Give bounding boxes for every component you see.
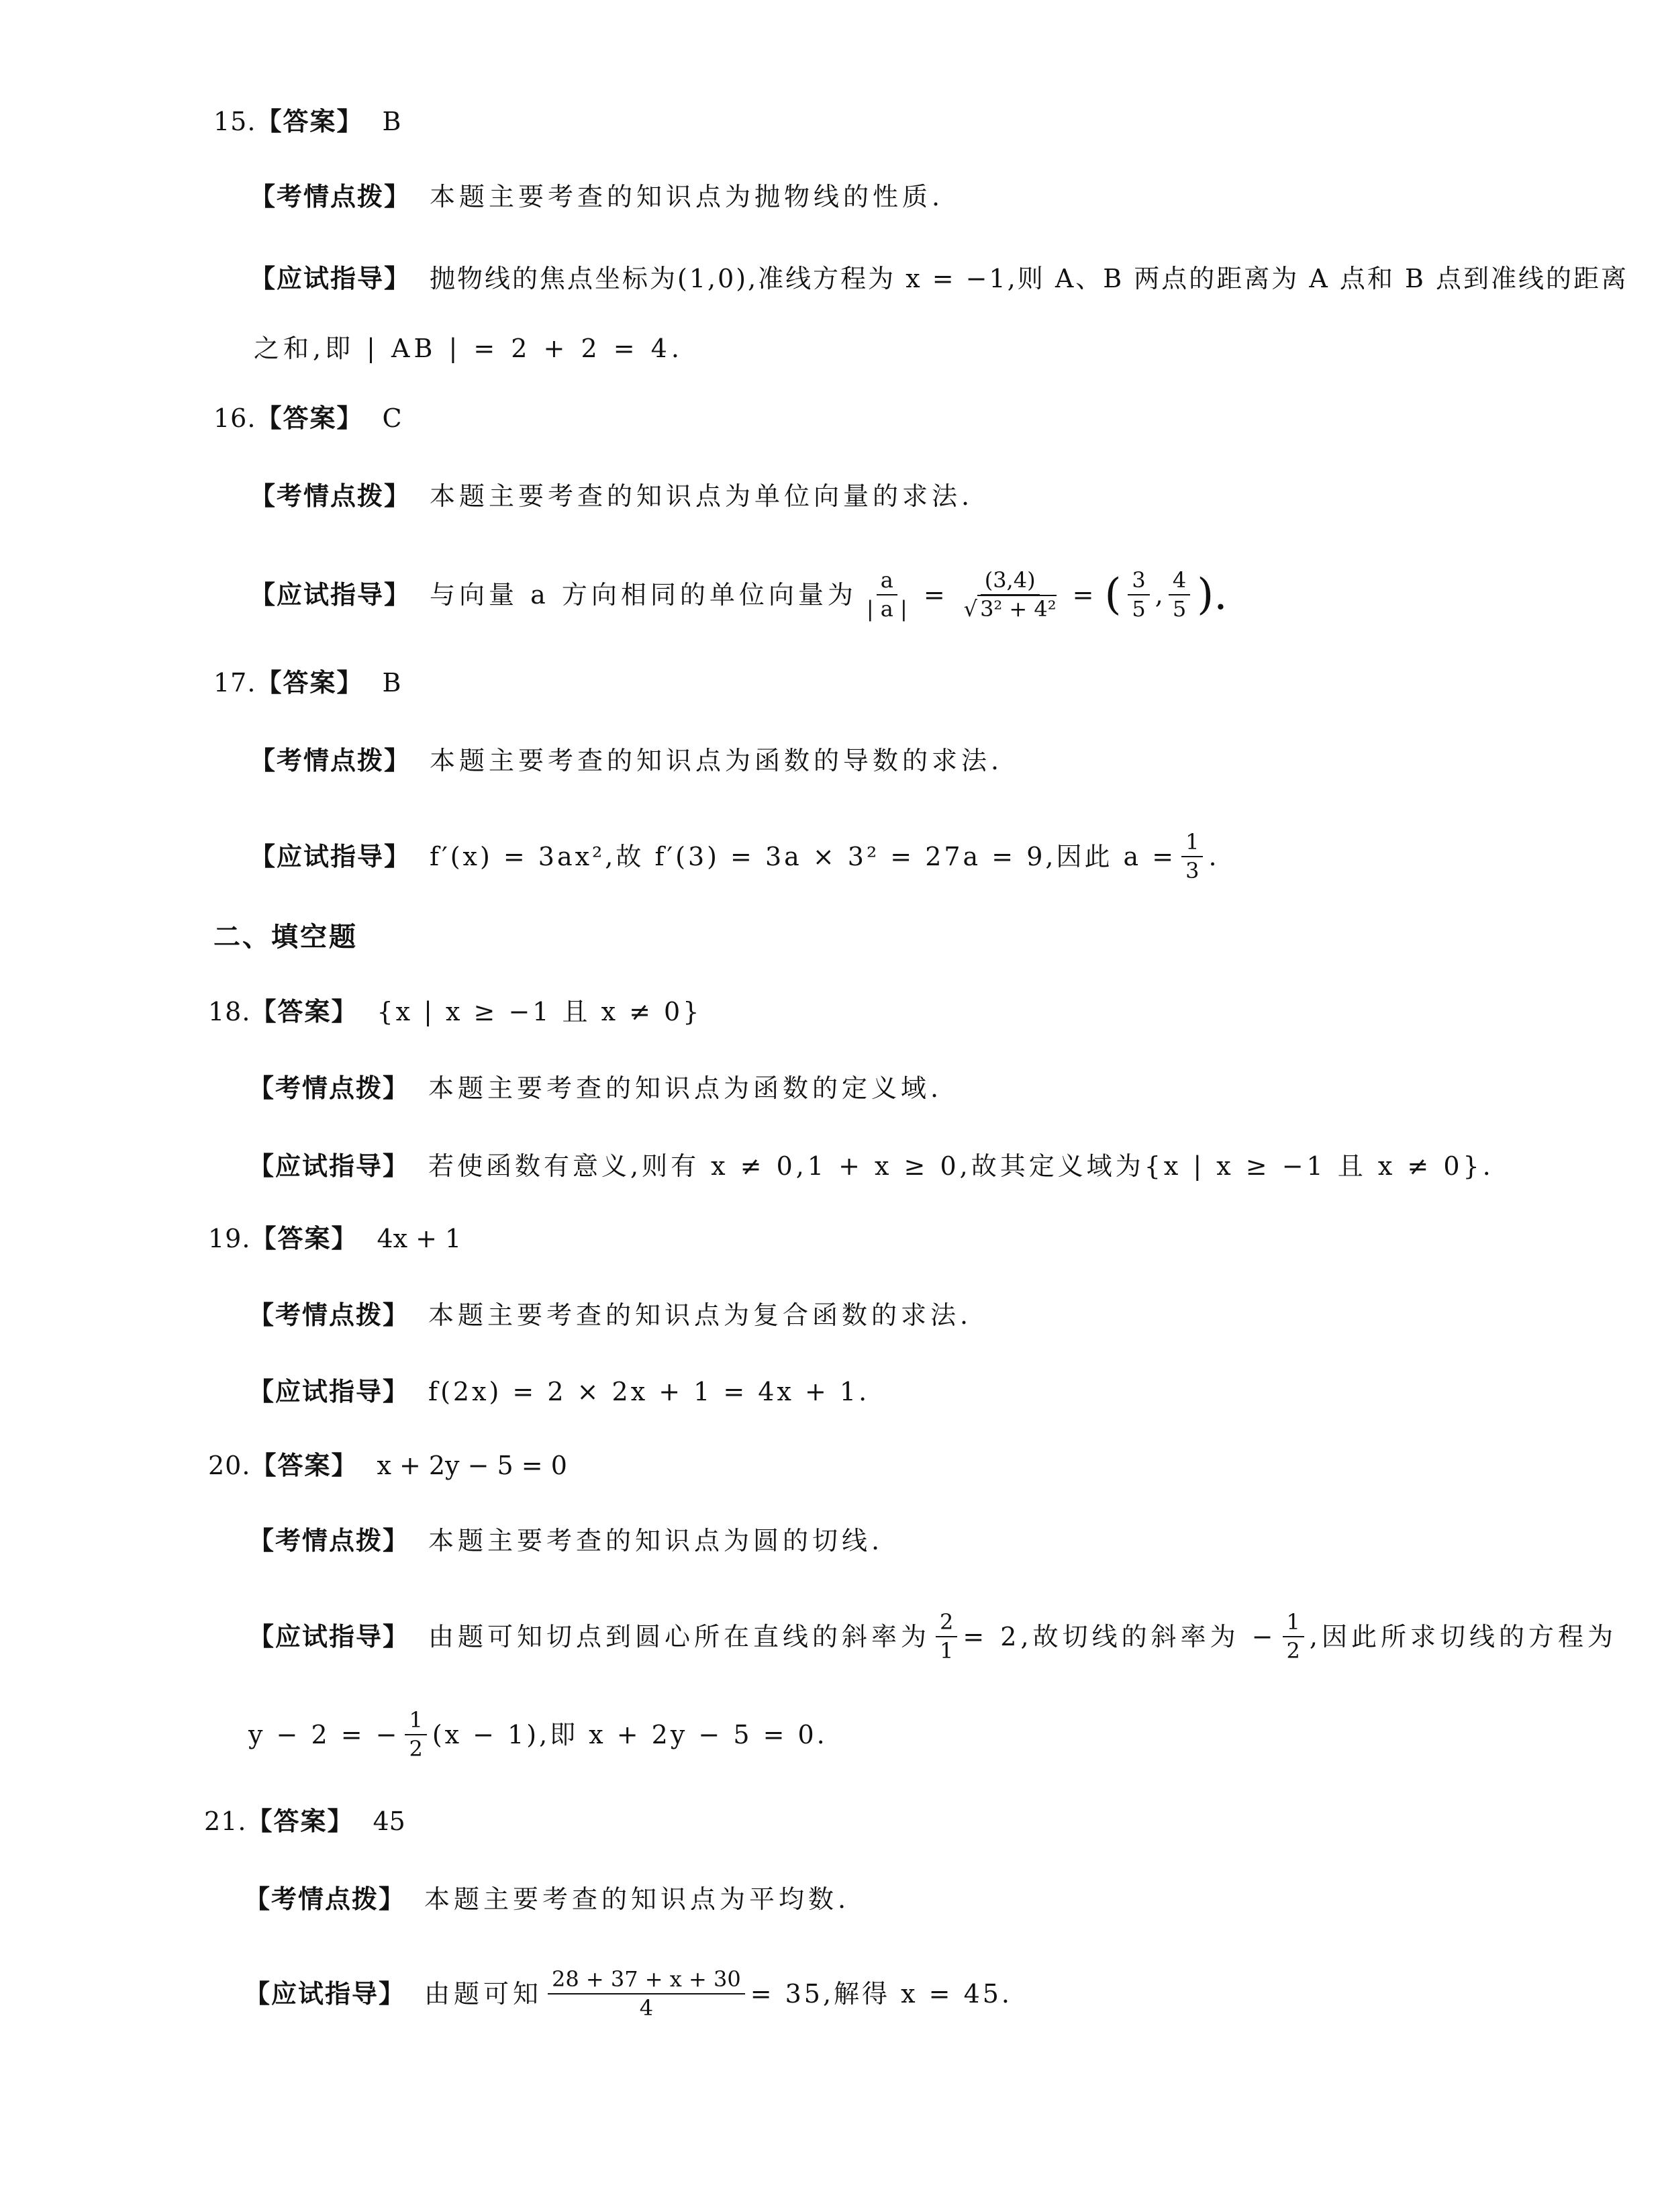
answer-value: C (382, 403, 402, 433)
fraction-numerator: 4 (1169, 568, 1190, 595)
equals-sign: = (923, 579, 948, 610)
section-title: 二、填空题 (213, 921, 358, 953)
question-20-guide-line2 (248, 1708, 828, 1762)
question-18-answer (208, 996, 702, 1026)
point-label: 【考情点拨】 (250, 181, 411, 211)
guide-text: 由题可知 (424, 1978, 543, 2009)
question-number: 17. (213, 668, 256, 698)
question-21-point (244, 1886, 850, 1912)
guide-text: 若使函数有意义,则有 x ≠ 0,1 + x ≥ 0,故其定义域为{x | x ≥ −1 且 x ≠ 0}. (428, 1151, 1494, 1181)
point-label: 【考情点拨】 (250, 481, 411, 511)
guide-text: 抛物线的焦点坐标为(1,0),准线方程为 x = −1,则 A、B 两点的距离为 A 点和 B 点到准线的距离 (430, 264, 1628, 293)
answer-value: B (382, 668, 401, 698)
question-number: 20. (208, 1451, 251, 1480)
point-text: 本题主要考查的知识点为圆的切线. (428, 1526, 884, 1555)
question-15-point (250, 181, 944, 211)
question-number: 16. (213, 403, 256, 433)
fraction-denominator: 4 (639, 1994, 654, 2021)
question-16-point (250, 483, 973, 509)
answer-label: 【答案】 (250, 1223, 358, 1253)
fraction-numerator: 1 (1283, 1610, 1304, 1637)
fraction-denominator: 2 (409, 1735, 423, 1762)
point-label: 【考情点拨】 (248, 1073, 410, 1103)
guide-label: 【应试指导】 (250, 263, 411, 293)
point-text: 本题主要考查的知识点为平均数. (424, 1884, 850, 1914)
point-label: 【考情点拨】 (244, 1884, 406, 1914)
question-20-point (248, 1525, 884, 1555)
answer-value: B (382, 107, 401, 136)
fraction-three-fifths (1128, 568, 1149, 622)
point-label: 【考情点拨】 (248, 1300, 410, 1330)
point-text: 本题主要考查的知识点为复合函数的求法. (428, 1300, 973, 1330)
fraction-denominator: 1 (940, 1637, 954, 1664)
fraction-numerator: 1 (405, 1708, 426, 1735)
fraction-four-fifths (1169, 568, 1190, 622)
guide-label: 【应试指导】 (244, 1978, 406, 2009)
question-20-answer (208, 1450, 567, 1480)
point-text: 本题主要考查的知识点为单位向量的求法. (430, 481, 974, 511)
question-21-guide (244, 1967, 1012, 2021)
left-paren: ( (1104, 569, 1122, 620)
guide-text: 由题可知切点到圆心所在直线的斜率为 (428, 1621, 931, 1651)
question-19-answer (208, 1223, 462, 1253)
fraction-denominator: 3 (1185, 857, 1200, 883)
answer-value: {x | x ≥ −1 且 x ≠ 0} (377, 997, 702, 1026)
question-number: 19. (208, 1224, 251, 1253)
fraction-numerator: 1 (1181, 830, 1203, 857)
fraction-one-half (1283, 1610, 1304, 1664)
fraction-one-third (1181, 830, 1203, 883)
radicand: 3² + 4² (977, 595, 1057, 622)
guide-text-middle: = 2,故切线的斜率为 − (963, 1621, 1277, 1651)
point-label: 【考情点拨】 (248, 1525, 410, 1555)
question-19-guide (248, 1376, 870, 1406)
guide-label: 【应试指导】 (250, 840, 411, 871)
fraction-average (548, 1967, 745, 2021)
fraction-denominator: | a | (866, 595, 908, 622)
guide-text-end: ,因此所求切线的方程为 (1309, 1621, 1617, 1651)
question-18-point (248, 1075, 942, 1101)
question-number: 15. (213, 107, 256, 136)
point-label: 【考情点拨】 (250, 745, 411, 775)
fraction-vector-over-magnitude (960, 568, 1061, 622)
guide-label: 【应试指导】 (250, 579, 411, 610)
answer-label: 【答案】 (256, 106, 364, 136)
question-18-guide (248, 1153, 1494, 1179)
fraction-numerator: a (877, 568, 897, 595)
fraction-denominator (960, 595, 1061, 622)
fraction-denominator: 5 (1132, 595, 1146, 622)
guide-text: f(2x) = 2 × 2x + 1 = 4x + 1. (428, 1377, 870, 1406)
guide-label: 【应试指导】 (248, 1151, 410, 1181)
fraction-denominator: 2 (1286, 1637, 1300, 1664)
point-text: 本题主要考查的知识点为函数的定义域. (428, 1073, 943, 1103)
question-15-guide-line2 (254, 336, 683, 361)
fraction-numerator: 2 (936, 1610, 957, 1637)
fraction-two-over-one (936, 1610, 957, 1664)
guide-equation-end: (x − 1),即 x + 2y − 5 = 0. (432, 1719, 828, 1749)
guide-text-end: = 35,解得 x = 45. (750, 1978, 1012, 2009)
fraction-numerator: 28 + 37 + x + 30 (548, 1967, 745, 1994)
question-17-point (250, 745, 1004, 775)
question-15-answer (213, 106, 401, 136)
guide-text: f′(x) = 3ax²,故 f′(3) = 3a × 3² = 27a = 9,因此 a = (430, 841, 1177, 871)
sqrt-sign: √ (963, 595, 978, 622)
fraction-denominator: 5 (1172, 595, 1187, 622)
answer-label: 【答案】 (256, 403, 364, 433)
answer-label: 【答案】 (246, 1806, 354, 1836)
guide-text-end: . (1208, 841, 1217, 871)
answer-value: x + 2y − 5 = 0 (377, 1451, 567, 1480)
equals-sign: = (1072, 579, 1097, 610)
guide-text-continued: 之和,即 | AB | = 2 + 2 = 4. (254, 334, 683, 363)
answer-label: 【答案】 (250, 996, 358, 1026)
point-text: 本题主要考查的知识点为抛物线的性质. (430, 182, 944, 211)
answer-label: 【答案】 (256, 667, 364, 698)
question-21-answer (204, 1806, 405, 1836)
fraction-numerator: (3,4) (981, 568, 1040, 595)
answer-value: 4x + 1 (377, 1224, 462, 1253)
answer-label: 【答案】 (250, 1450, 358, 1480)
guide-label: 【应试指导】 (248, 1376, 410, 1406)
guide-text: 与向量 a 方向相同的单位向量为 (430, 579, 857, 610)
question-number: 18. (208, 997, 251, 1026)
fraction-numerator: 3 (1128, 568, 1149, 595)
question-16-answer (213, 405, 402, 431)
question-19-point (248, 1302, 972, 1328)
question-20-guide-line1 (248, 1610, 1617, 1664)
point-text: 本题主要考查的知识点为函数的导数的求法. (430, 746, 1004, 775)
question-17-answer (213, 667, 401, 698)
question-17-guide (250, 830, 1217, 883)
guide-equation-start: y − 2 = − (248, 1719, 400, 1749)
fraction-a-over-norm (863, 568, 912, 622)
question-15-guide-line1 (250, 263, 1628, 293)
guide-label: 【应试指导】 (248, 1621, 410, 1651)
answer-value: 45 (373, 1807, 405, 1836)
right-paren: ). (1197, 569, 1228, 620)
comma: , (1155, 579, 1163, 610)
question-16-guide (250, 568, 1229, 622)
fraction-one-half (405, 1708, 426, 1762)
question-number: 21. (204, 1807, 247, 1836)
